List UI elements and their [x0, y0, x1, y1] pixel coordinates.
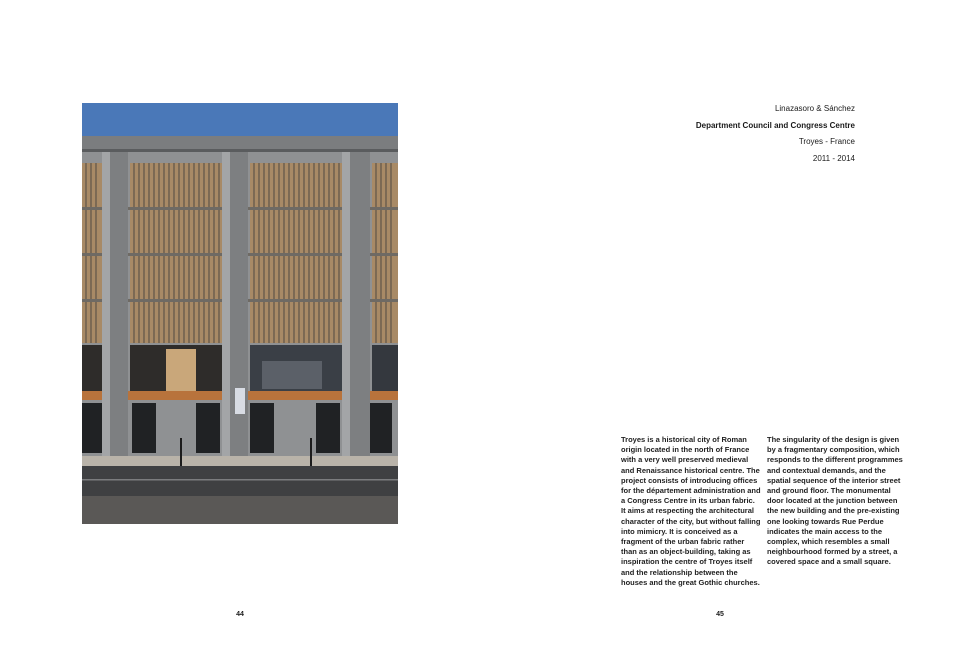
project-metadata	[696, 101, 855, 167]
project-location: Troyes - France	[798, 137, 855, 146]
project-title: Department Council and Congress Centre	[695, 120, 855, 130]
architects-name: Linazasoro & Sánchez	[774, 104, 855, 113]
project-years: 2011 - 2014	[812, 153, 855, 163]
facade-illustration	[82, 103, 398, 524]
page-number-left: 44	[236, 611, 244, 618]
building-facade-photo	[82, 103, 398, 524]
description-column-1: Troyes is a historical city of Roman origin located in the north of France with a very well preserved medieval and Renaissance historical centre. The project consists of introducing offices for the département administration and a Congress Centre in its urban fabric. It aims at respecting the architectural character of the city, but without falling into mimicry. It is conceived as a fragment of the urban fabric rather than as an object-building, taking as inspiration the centre of Troyes itself and the relationship between the houses and the great Gothic churches.	[621, 435, 761, 587]
page-number-right: 45	[716, 611, 724, 618]
description-column-2: The singularity of the design is given by a fragmentary composition, which responds to the different programmes and contextual demands, and the spatial sequence of the interior street and ground floor. The monumental door located at the junction between the new building and the pre-existing one looking towards Rue Perdue indicates the main access to the complex, which resembles a small neighbourhood formed by a street, a covered space and a small square.	[767, 435, 903, 567]
